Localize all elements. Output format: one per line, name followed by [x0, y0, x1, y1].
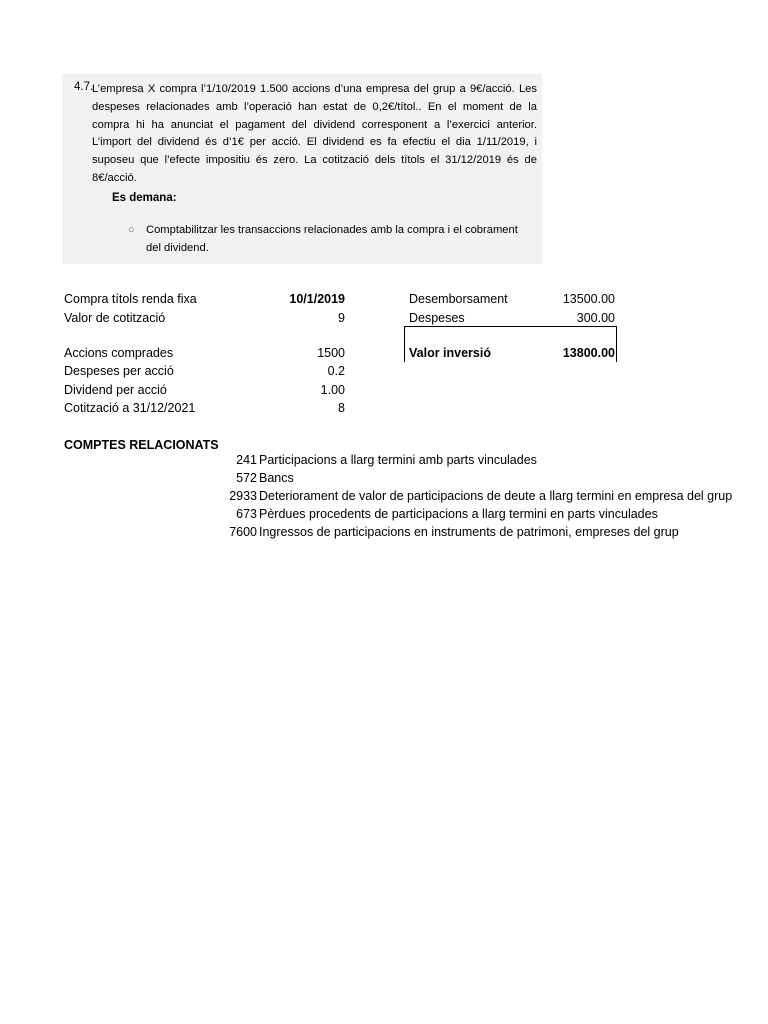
quote-year-end-value: 8	[338, 401, 345, 415]
problem-number: 4.7.	[74, 81, 94, 93]
account-row	[64, 453, 679, 471]
dividend-per-share-label: Dividend per acció	[64, 383, 167, 397]
account-row	[64, 489, 733, 507]
purchase-label: Compra títols renda fixa	[64, 292, 197, 306]
quote-value-label: Valor de cotització	[64, 311, 166, 325]
account-row	[64, 507, 679, 525]
shares-bought-label: Accions comprades	[64, 346, 174, 360]
disbursement-label: Desemborsament	[409, 292, 508, 306]
account-name: Participacions a llarg termini amb parts vinculades	[259, 453, 537, 467]
account-code: 673	[236, 507, 257, 521]
quote-year-end-label: Cotització a 31/12/2021	[64, 401, 196, 415]
cost-per-share-value: 0.2	[327, 364, 345, 378]
account-code: 7600	[229, 525, 257, 539]
account-name: Bancs	[259, 471, 294, 485]
account-code: 572	[236, 471, 257, 485]
accounts-title: COMPTES RELACIONATS	[64, 438, 219, 452]
account-name: Deteriorament de valor de participacions de deute a llarg termini en empresa del grup	[259, 489, 733, 503]
purchase-date: 10/1/2019	[289, 292, 345, 306]
expenses-value: 300.00	[576, 311, 615, 325]
problem-text: L’empresa X compra l’1/10/2019 1.500 accions d’una empresa del grup a 9€/acció. Les despeses relacionades amb l’operació han estat de 0,2€/títol.. En el moment de la compra hi ha anunciat el pagament del dividend corresponent a l’exercici anterior. L’import del dividend és d’1€ per acció. El dividend es fa efectiu el dia 1/11/2019, i suposeu que l’efecte impositiu és zero. La cotització dels títols el 31/12/2019 és de 8€/acció.	[92, 83, 537, 184]
account-row	[64, 525, 679, 543]
expenses-label: Despeses	[409, 311, 465, 325]
ask-title: Es demana:	[112, 192, 177, 204]
ask-item: Comptabilitzar les transaccions relacionades amb la compra i el cobrament del dividend.	[146, 224, 518, 254]
account-row	[64, 471, 679, 489]
account-name: Ingressos de participacions en instruments de patrimoni, empreses del grup	[259, 525, 679, 539]
circle-bullet-icon: ○	[128, 224, 135, 236]
dividend-per-share-value: 1.00	[320, 383, 345, 397]
accounts-list	[64, 453, 733, 543]
problem-statement	[62, 74, 542, 264]
investment-value: 13800.00	[562, 346, 615, 360]
account-code: 2933	[229, 489, 257, 503]
investment-value-label: Valor inversió	[409, 346, 491, 360]
account-name: Pèrdues procedents de participacions a llarg termini en parts vinculades	[259, 507, 658, 521]
disbursement-value: 13500.00	[562, 292, 615, 306]
quote-value: 9	[338, 311, 345, 325]
shares-bought-value: 1500	[317, 346, 345, 360]
cost-per-share-label: Despeses per acció	[64, 364, 174, 378]
account-code: 241	[236, 453, 257, 467]
